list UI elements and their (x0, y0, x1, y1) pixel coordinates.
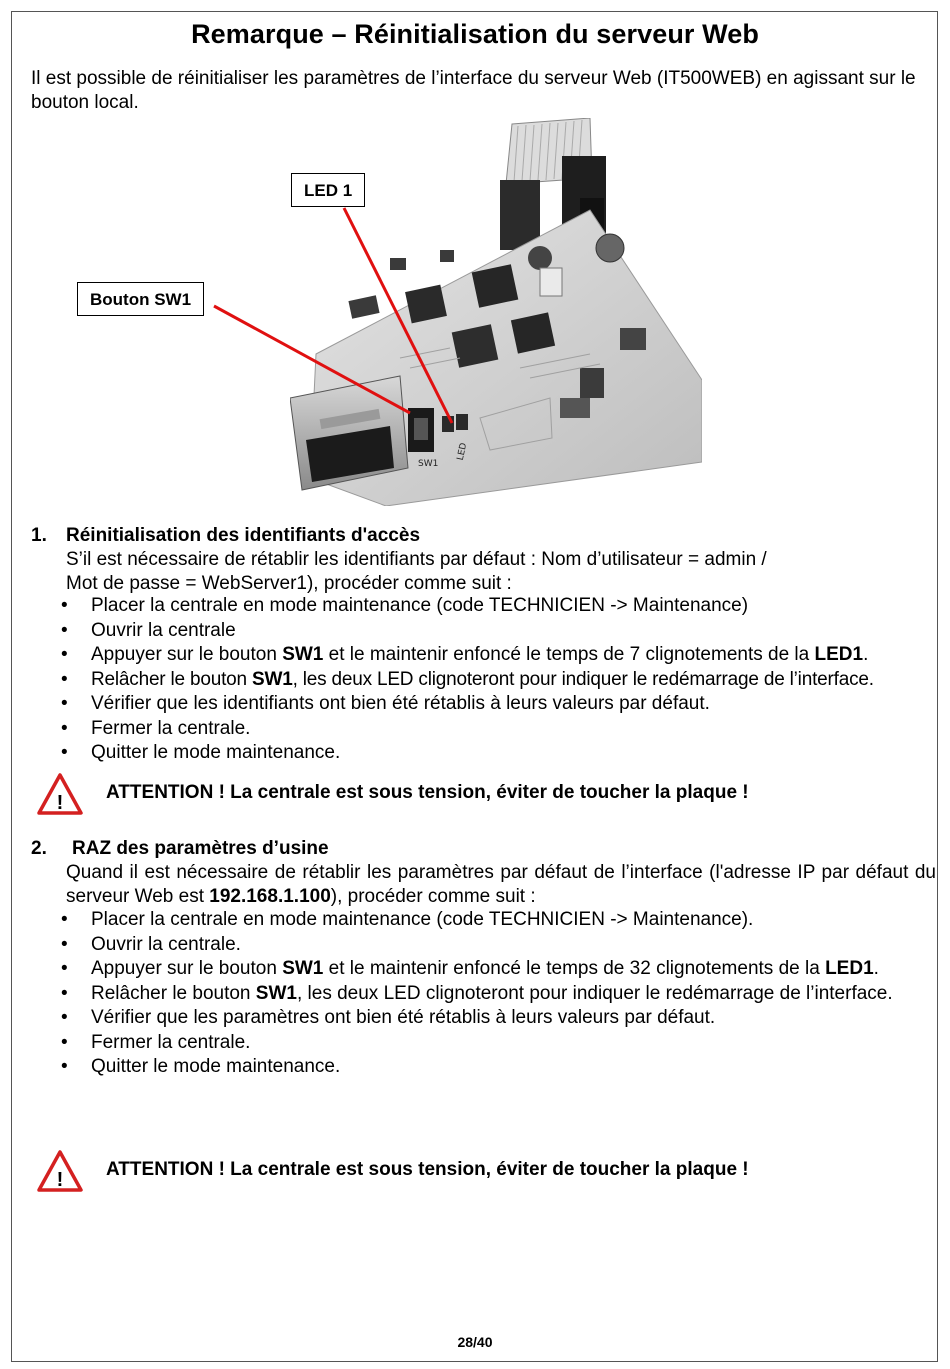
section1-number: 1. (31, 525, 47, 546)
callout-button-sw1: Bouton SW1 (77, 282, 204, 316)
list-item: • Vérifier que les identifiants ont bien été rétablis à leurs valeurs par défaut. (56, 692, 936, 717)
list-item: • Quitter le mode maintenance. (56, 1055, 936, 1080)
list-item: • Relâcher le bouton SW1, les deux LED clignoteront pour indiquer le redémarrage de l’interface. (56, 982, 936, 1007)
section2-steps (56, 908, 936, 1080)
callout-arrows (0, 0, 950, 520)
list-item: • Relâcher le bouton SW1, les deux LED clignoteront pour indiquer le redémarrage de l’interface. (56, 668, 936, 693)
page-title: Remarque – Réinitialisation du serveur Web (191, 19, 759, 49)
list-item: • Placer la centrale en mode maintenance (code TECHNICIEN -> Maintenance) (56, 594, 936, 619)
section2-text: Quand il est nécessaire de rétablir les paramètres par défaut de l’interface (l'adresse IP par défaut du serveur Web est 192.168.1.100), procéder comme suit : (66, 862, 936, 907)
svg-text:!: ! (56, 792, 64, 814)
warning-box-1 (36, 772, 916, 816)
section1-steps (56, 594, 936, 766)
section2-number: 2. (31, 838, 47, 859)
intro-paragraph: Il est possible de réinitialiser les paramètres de l’interface du serveur Web (IT500WEB) en agissant sur le bouton local. (31, 68, 916, 113)
list-item: • Ouvrir la centrale (56, 619, 936, 644)
warning-triangle-icon (36, 772, 84, 816)
section2-heading: RAZ des paramètres d’usine (72, 838, 329, 859)
board-label-led: LED (455, 441, 470, 462)
warning-box-2 (36, 1149, 916, 1193)
warning-text-1: ATTENTION ! La centrale est sous tension, éviter de toucher la plaque ! (106, 782, 749, 803)
arrow-led1 (344, 208, 452, 423)
list-item: • Appuyer sur le bouton SW1 et le maintenir enfoncé le temps de 32 clignotements de la LED1. (56, 957, 936, 982)
section1-text-line1: S’il est nécessaire de rétablir les identifiants par défaut : Nom d’utilisateur = admin / (66, 549, 767, 570)
list-item: • Vérifier que les paramètres ont bien été rétablis à leurs valeurs par défaut. (56, 1006, 936, 1031)
list-item: • Placer la centrale en mode maintenance (code TECHNICIEN -> Maintenance). (56, 908, 936, 933)
board-label-sw: SW1 (418, 459, 439, 469)
svg-text:!: ! (56, 1169, 64, 1191)
warning-triangle-icon (36, 1149, 84, 1193)
list-item: • Fermer la centrale. (56, 717, 936, 742)
section1-text-line2: Mot de passe = WebServer1), procéder comme suit : (66, 572, 512, 594)
warning-text-2: ATTENTION ! La centrale est sous tension, éviter de toucher la plaque ! (106, 1159, 749, 1180)
arrow-sw1 (214, 306, 410, 413)
list-item: • Fermer la centrale. (56, 1031, 936, 1056)
list-item: • Ouvrir la centrale. (56, 933, 936, 958)
list-item: • Appuyer sur le bouton SW1 et le maintenir enfoncé le temps de 7 clignotements de la LED1. (56, 643, 936, 668)
section1-text (66, 548, 936, 595)
list-item: • Quitter le mode maintenance. (56, 741, 936, 766)
section1-heading: Réinitialisation des identifiants d'accès (66, 525, 421, 546)
page-number: 28/40 (457, 1334, 493, 1350)
callout-led1: LED 1 (291, 173, 365, 207)
